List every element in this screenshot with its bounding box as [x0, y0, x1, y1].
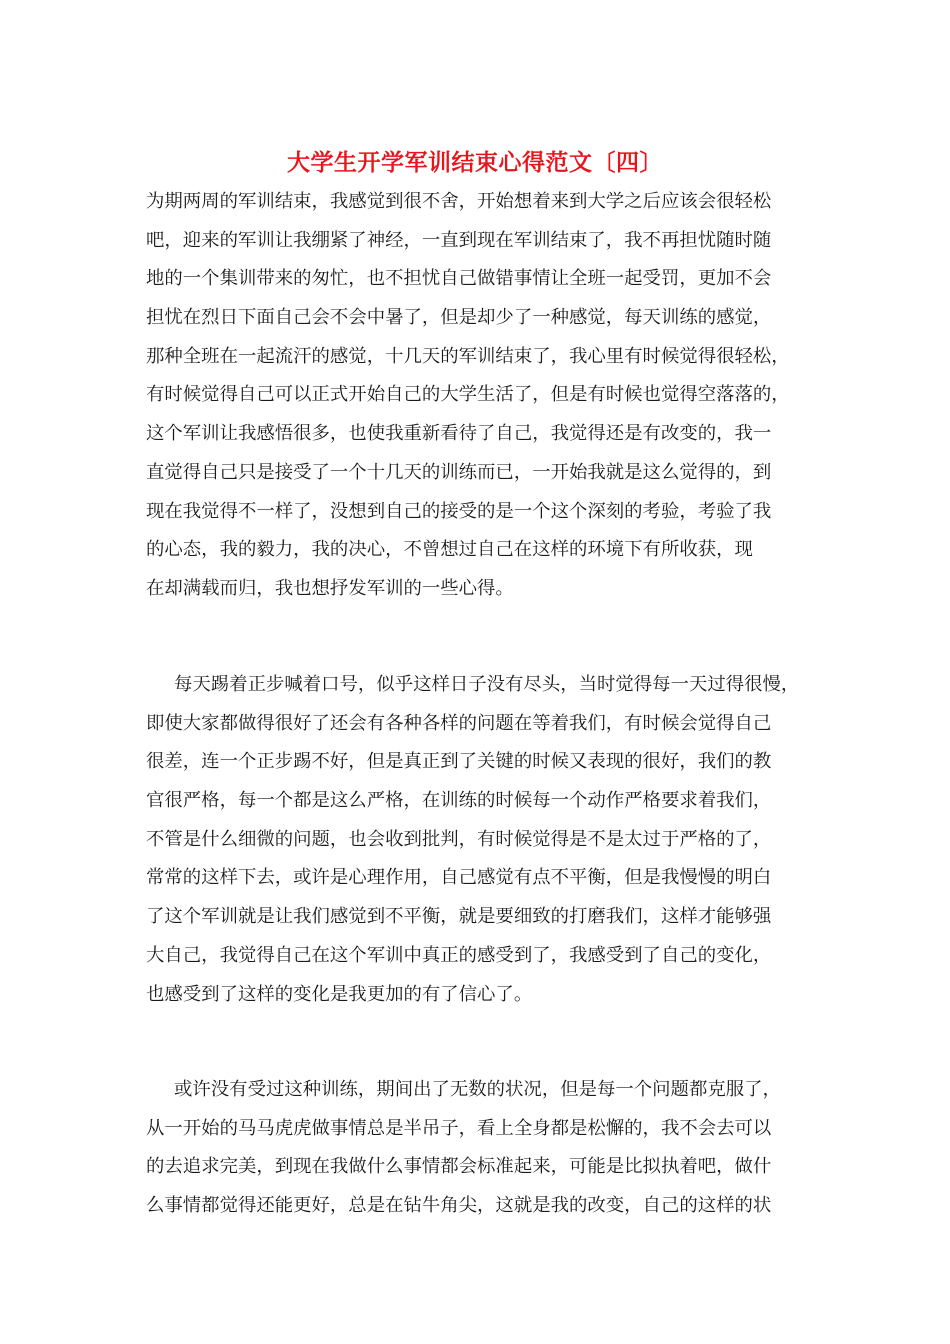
paragraph-line: 的去追求完美，到现在我做什么事情都会标准起来，可能是比拟执着吧，做什	[146, 1156, 772, 1178]
paragraph-line: 官很严格，每一个都是这么严格，在训练的时候每一个动作严格要求着我们，	[146, 790, 772, 812]
paragraph-line: 大自己，我觉得自己在这个军训中真正的感受到了，我感受到了自己的变化，	[146, 944, 772, 966]
paragraph-line: 这个军训让我感悟很多，也使我重新看待了自己，我觉得还是有改变的，我一	[146, 423, 772, 445]
paragraph-line: 每天踢着正步喊着口号，似乎这样日子没有尽头，当时觉得每一天过得很慢，	[174, 674, 800, 695]
paragraph-line: 或许没有受过这种训练，期间出了无数的状况，但是每一个问题都克服了，	[174, 1079, 781, 1100]
paragraph-2	[146, 666, 826, 1014]
paragraph-line: 担忧在烈日下面自己会不会中暑了，但是却少了一种感觉，每天训练的感觉，	[146, 307, 772, 329]
paragraph-line: 现在我觉得不一样了，没想到自己的接受的是一个这个深刻的考验，考验了我	[146, 500, 772, 522]
paragraph-line: 即使大家都做得很好了还会有各种各样的问题在等着我们，有时候会觉得自己	[146, 712, 772, 734]
paragraph-line: 在却满载而归，我也想抒发军训的一些心得。	[146, 577, 514, 599]
paragraph-line: 有时候觉得自己可以正式开始自己的大学生活了，但是有时候也觉得空落落的，	[146, 384, 790, 406]
paragraph-1	[146, 183, 826, 609]
paragraph-line: 了这个军训就是让我们感觉到不平衡，就是要细致的打磨我们，这样才能够强	[146, 906, 772, 928]
paragraph-line: 很差，连一个正步踢不好，但是真正到了关键的时候又表现的很好，我们的教	[146, 751, 772, 773]
paragraph-line: 的心态，我的毅力，我的决心，不曾想过自己在这样的环境下有所收获，现	[146, 539, 753, 561]
paragraph-line: 么事情都觉得还能更好，总是在钻牛角尖，这就是我的改变，自己的这样的状	[146, 1195, 772, 1217]
paragraph-3	[146, 1071, 826, 1226]
paragraph-line: 从一开始的马马虎虎做事情总是半吊子，看上全身都是松懈的，我不会去可以	[146, 1117, 772, 1139]
paragraph-line: 地的一个集训带来的匆忙，也不担忧自己做错事情让全班一起受罚，更加不会	[146, 268, 772, 290]
document-title: 大学生开学军训结束心得范文〔四〕	[287, 149, 663, 176]
paragraph-line: 那种全班在一起流汗的感觉，十几天的军训结束了，我心里有时候觉得很轻松，	[146, 345, 790, 367]
paragraph-line: 常常的这样下去，或许是心理作用，自己感觉有点不平衡，但是我慢慢的明白	[146, 867, 772, 889]
paragraph-line: 为期两周的军训结束，我感觉到很不舍，开始想着来到大学之后应该会很轻松	[146, 191, 772, 212]
paragraph-line: 也感受到了这样的变化是我更加的有了信心了。	[146, 983, 533, 1005]
paragraph-line: 直觉得自己只是接受了一个十几天的训练而已，一开始我就是这么觉得的，到	[146, 461, 772, 483]
paragraph-line: 不管是什么细微的问题，也会收到批判，有时候觉得是不是太过于严格的了，	[146, 828, 772, 850]
paragraph-line: 吧，迎来的军训让我绷紧了神经，一直到现在军训结束了，我不再担忧随时随	[146, 229, 772, 251]
